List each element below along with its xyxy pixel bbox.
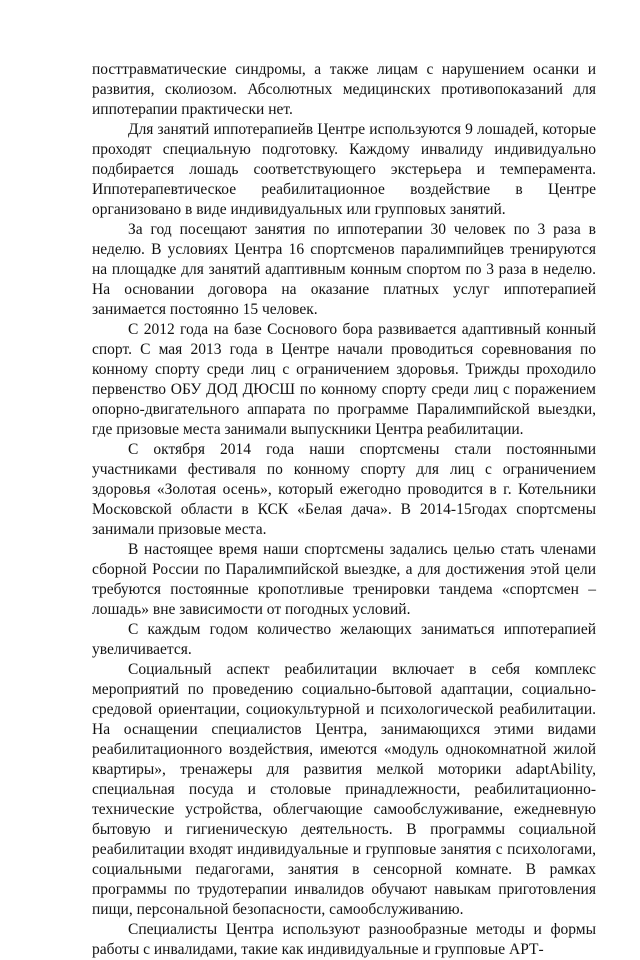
paragraph-growth: С каждым годом количество желающих заниматься иппотерапией увеличивается. bbox=[92, 621, 596, 658]
paragraph-attendance: За год посещают занятия по иппотерапии 30 человек по 3 раза в неделю. В условиях Центра 16 спортсменов паралимпийцев тренируются на площадке для занятий адаптивным конным спортом по 3 раза в неделю. На основании договора на оказание платных услуг иппотерапией занимается постоянно 15 человек. bbox=[92, 221, 596, 318]
paragraph-national-team: В настоящее время наши спортсмены задались целью стать членами сборной России по Паралимпийской выездке, а для достижения этой цели требуются постоянные кропотливые тренировки тандема «спортсмен – лошадь» вне зависимости от погодных условий. bbox=[92, 541, 596, 618]
paragraph-continuation: посттравматические синдромы, а также лицам с нарушением осанки и развития, сколиозом. Абсолютных медицинских противопоказаний для иппотерапии практически нет. bbox=[92, 61, 596, 118]
paragraph-social-rehabilitation: Социальный аспект реабилитации включает в себя комплекс мероприятий по проведению социально-бытовой адаптации, социально-средовой ориентации, социокультурной и психологической реабилитации. На оснащении специалистов Центра, занимающихся этими видами реабилитационного воздействия, имеются «модуль однокомнатной жилой квартиры», тренажеры для развития мелкой моторики adaptAbility, специальная посуда и столовые принадлежности, реабилитационно-технические устройства, облегчающие самообслуживание, ежедневную бытовую и гигиеническую деятельность. В программы социальной реабилитации входят индивидуальные и групповые занятия с психологами, социальными педагогами, занятия в сенсорной комнате. В рамках программы по трудотерапии инвалидов обучают навыкам приготовления пищи, персональной безопасности, самообслуживанию. bbox=[92, 661, 596, 918]
paragraph-methods: Специалисты Центра используют разнообразные методы и формы работы с инвалидами, такие как индивидуальные и групповые АРТ- bbox=[92, 921, 596, 958]
paragraph-adaptive-sport: С 2012 года на базе Соснового бора развивается адаптивный конный спорт. С мая 2013 года в Центре начали проводиться соревнования по конному спорту среди лиц с ограничением здоровья. Трижды проходило первенство ОБУ ДОД ДЮСШ по конному спорту среди лиц с поражением опорно-двигательного аппарата по программе Паралимпийской выездки, где призовые места занимали выпускники Центра реабилитации. bbox=[92, 321, 596, 438]
paragraph-horses: Для занятий иппотерапиейв Центре используются 9 лошадей, которые проходят специальную подготовку. Каждому инвалиду индивидуально подбирается лошадь соответствующего экстерьера и темперамента. Иппотерапевтическое реабилитационное воздействие в Центре организовано в виде индивидуальных или групповых занятий. bbox=[92, 121, 596, 218]
paragraph-festival: С октября 2014 года наши спортсмены стали постоянными участниками фестиваля по конному спорту для лиц с ограничением здоровья «Золотая осень», который ежегодно проводится в г. Котельники Московской области в КСК «Белая дача». В 2014-15годах спортсмены занимали призовые места. bbox=[92, 441, 596, 538]
